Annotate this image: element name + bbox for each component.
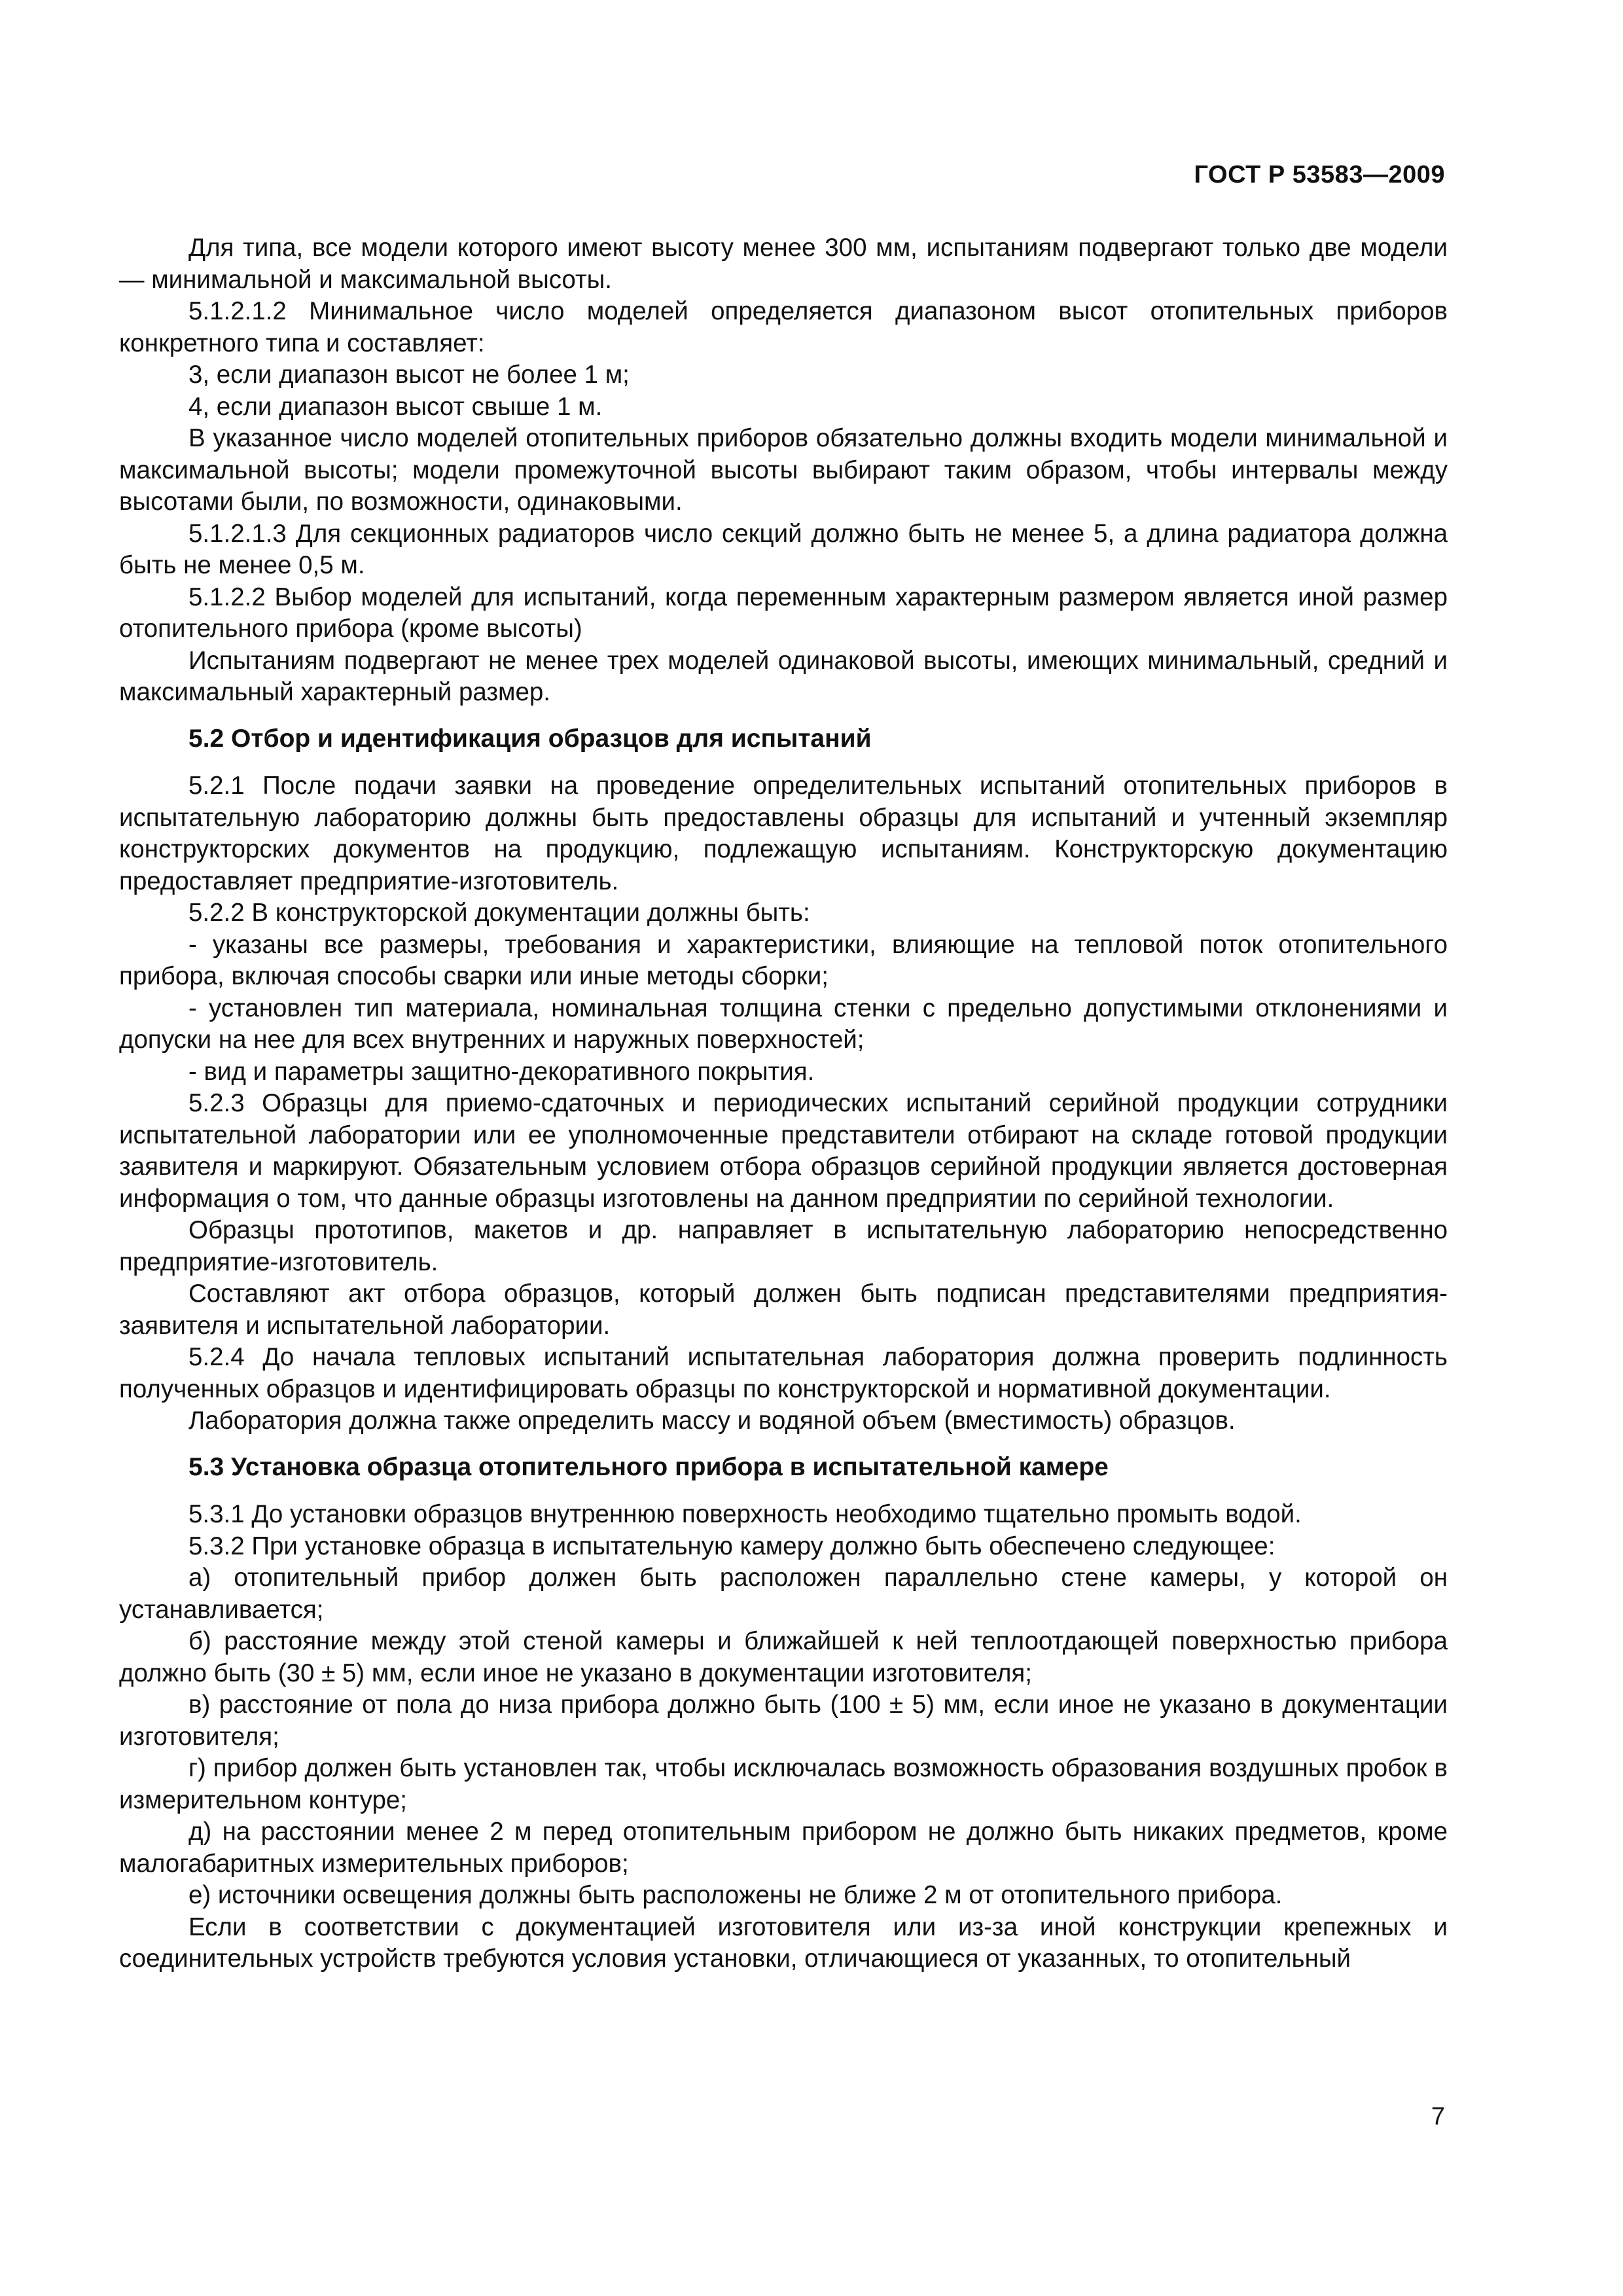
list-item: г) прибор должен быть установлен так, чтобы исключалась возможность образования воздушных пробок в измерительном контуре; <box>119 1754 1448 1814</box>
section-heading-5-3: 5.3 Установка образца отопительного прибора в испытательной камере <box>188 1452 1109 1481</box>
paragraph: 5.2.4 До начала тепловых испытаний испытательная лаборатория должна проверить подлинность полученных образцов и идентифицировать образцы по конструкторской и нормативной документации. <box>119 1343 1448 1403</box>
paragraph: 5.2.2 В конструкторской документации должны быть: <box>188 899 810 927</box>
paragraph: 5.1.2.2 Выбор моделей для испытаний, когда переменным характерным размером является иной размер отопительного прибора (кроме высоты) <box>119 583 1448 643</box>
document-body <box>119 232 1448 1975</box>
list-item: - установлен тип материала, номинальная толщина стенки с предельно допустимыми отклонениями и допуски на нее для всех внутренних и наружных поверхностей; <box>119 994 1448 1054</box>
paragraph: Образцы прототипов, макетов и др. направляет в испытательную лабораторию непосредственно предприятие-изготовитель. <box>119 1216 1448 1276</box>
standard-number-header: ГОСТ Р 53583—2009 <box>1194 161 1445 188</box>
paragraph: Составляют акт отбора образцов, который должен быть подписан представителями предприятия-заявителя и испытательной лаборатории. <box>119 1280 1448 1340</box>
paragraph: 5.3.2 При установке образца в испытательную камеру должно быть обеспечено следующее: <box>188 1532 1275 1560</box>
list-item: 3, если диапазон высот не более 1 м; <box>188 361 630 389</box>
list-item: а) отопительный прибор должен быть расположен параллельно стене камеры, у которой он устанавливается; <box>119 1564 1448 1624</box>
paragraph: 5.2.1 После подачи заявки на проведение определительных испытаний отопительных приборов в испытательную лабораторию должны быть предоставлены образцы для испытаний и учтенный экземпляр конструкторских документов на продукцию, подлежащую испытаниям. Конструкторскую документацию предоставляет предприятие-изготовитель. <box>119 772 1448 895</box>
paragraph: Если в соответствии с документацией изготовителя или из-за иной конструкции крепежных и соединительных устройств требуются условия установки, отличающиеся от указанных, то отопительный <box>119 1912 1448 1973</box>
list-item: - вид и параметры защитно-декоративного покрытия. <box>188 1057 815 1086</box>
list-item: б) расстояние между этой стеной камеры и ближайшей к ней теплоотдающей поверхностью прибора должно быть (30 ± 5) мм, если иное не указано в документации изготовителя; <box>119 1627 1448 1687</box>
list-item: д) на расстоянии менее 2 м перед отопительным прибором не должно быть никаких предметов, кроме малогабаритных измерительных приборов; <box>119 1818 1448 1878</box>
list-item: в) расстояние от пола до низа прибора должно быть (100 ± 5) мм, если иное не указано в документации изготовителя; <box>119 1691 1448 1751</box>
paragraph: Для типа, все модели которого имеют высоту менее 300 мм, испытаниям подвергают только две модели — минимальной и максимальной высоты. <box>119 234 1448 294</box>
paragraph: 5.1.2.1.3 Для секционных радиаторов число секций должно быть не менее 5, а длина радиатора должна быть не менее 0,5 м. <box>119 519 1448 579</box>
paragraph: В указанное число моделей отопительных приборов обязательно должны входить модели минимальной и максимальной высоты; модели промежуточной высоты выбирают таким образом, чтобы интервалы между высотами были, по возможности, одинаковыми. <box>119 424 1448 516</box>
list-item: е) источники освещения должны быть расположены не ближе 2 м от отопительного прибора. <box>188 1881 1283 1909</box>
paragraph: 5.3.1 До установки образцов внутреннюю поверхность необходимо тщательно промыть водой. <box>188 1500 1302 1528</box>
section-heading-5-2: 5.2 Отбор и идентификация образцов для испытаний <box>188 724 872 753</box>
paragraph: 5.2.3 Образцы для приемо-сдаточных и периодических испытаний серийной продукции сотрудники испытательной лаборатории или ее уполномоченные представители отбирают на складе готовой продукции заявителя и маркируют. Обязательным условием отбора образцов серийной продукции является достоверная информация о том, что данные образцы изготовлены на данном предприятии по серийной технологии. <box>119 1089 1448 1213</box>
paragraph: Лаборатория должна также определить массу и водяной объем (вместимость) образцов. <box>188 1407 1236 1435</box>
list-item: 4, если диапазон высот свыше 1 м. <box>188 392 603 421</box>
list-item: - указаны все размеры, требования и характеристики, влияющие на тепловой поток отопительного прибора, включая способы сварки или иные методы сборки; <box>119 930 1448 990</box>
page-number: 7 <box>1431 2103 1445 2130</box>
paragraph: Испытаниям подвергают не менее трех моделей одинаковой высоты, имеющих минимальный, средний и максимальный характерный размер. <box>119 646 1448 706</box>
paragraph: 5.1.2.1.2 Минимальное число моделей определяется диапазоном высот отопительных приборов конкретного типа и составляет: <box>119 297 1448 357</box>
